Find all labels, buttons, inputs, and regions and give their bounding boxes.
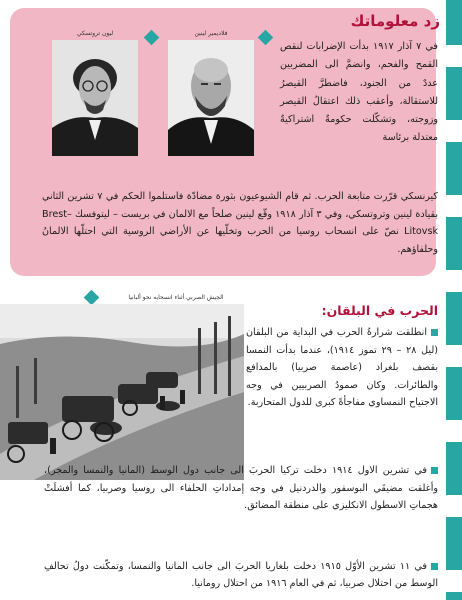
bullet-square-icon	[431, 467, 438, 474]
strip-marker	[446, 270, 462, 292]
lenin-caption: فلاديمير لينين	[194, 30, 228, 37]
balkan-paragraph-2-text: في تشرين الاول ١٩١٤ دخلت تركيا الحربَ الى جانب دول الوسط (المانيا والنمسا والمجر)، وأغلقت مضيقَي البوسفور والدردنيل في وجه إمداداتِ الحلفاء الى روسيا وصربيا، كما أفشلَتْ هجماتِ الاسطول الانكليزي على منطقة المضائق.	[44, 465, 438, 511]
strip-marker	[446, 570, 462, 592]
info-box-text-wide: كيرنسكي قرّرت متابعة الحرب. ثم قام الشيوعيون بثورة مضادّة فاستلموا الحكم في ٧ تشرين الثاني بقيادة لينين وتروتسكي، وفي ٣ آذار ١٩١٨ وقّع لينين صلحاً مع الالمان في بريست – ليتوفسك Brest–Litovsk نصّ على انسحاب روسيا من الحرب وتخلّيها عن الأراضي الروسية التي احتلّها الالمانُ وحلفاؤهم.	[42, 191, 438, 255]
serbian-army-caption: الجيش الصربي أثناء انسحابه نحو ألبانيا	[128, 294, 224, 301]
strip-marker	[446, 45, 462, 67]
strip-marker	[446, 195, 462, 217]
lenin-photo	[168, 40, 254, 156]
serbian-army-photo	[0, 304, 244, 480]
bullet-square-icon	[431, 563, 438, 570]
info-box-title: زد معلوماتك	[350, 12, 440, 30]
balkan-paragraph-3-text: في ١١ تشرين الأوّل ١٩١٥ دخلت بلغاريا الحربَ الى جانب المانيا والنمسا، وتمكّنت دولُ تحالفِ الوسط من احتلال صربيا، ثم في العام ١٩١٦ من احتلال رومانيا.	[44, 561, 438, 589]
trotsky-photo	[52, 40, 138, 156]
strip-marker	[446, 120, 462, 142]
caption-diamond	[84, 290, 100, 306]
balkan-war-title: الحرب في البلقان:	[321, 303, 438, 318]
balkan-paragraph-2	[44, 462, 438, 515]
bullet-square-icon	[431, 329, 438, 336]
strip-marker	[446, 495, 462, 517]
info-box-text-narrow: في ٧ آذار ١٩١٧ بدأت الإضرابات لنقص القمح والفحم، وانضمَّ الى المضربين عددٌ من الجنود، فاضطرَّ القيصرُ للاستقالة، وأعقب ذلك اعتقالُ القيصر وزوجته، وتشكّلت حكومةٌ اشتراكيةٌ معتدلة برئاسة	[280, 41, 438, 144]
balkan-paragraph-3	[44, 558, 438, 592]
balkan-paragraph-1-text: انطلقت شرارةُ الحرب في البداية من البلقان (ليل ٢٨ – ٢٩ تموز ١٩١٤)، عندما بدأت النمسا بقصف بلغراد (عاصمة صربيا) بالمدافع والطائرات. وكان صمودُ الصربيين في وجه الاجتياح النمساوي مفاجأةً كبرى للدول المتحاربة.	[246, 327, 438, 408]
page-side-strip	[446, 0, 462, 600]
strip-marker	[446, 420, 462, 442]
trotsky-caption: ليون تروتسكي	[76, 30, 114, 37]
balkan-paragraph-1	[246, 324, 438, 412]
strip-marker	[446, 345, 462, 367]
